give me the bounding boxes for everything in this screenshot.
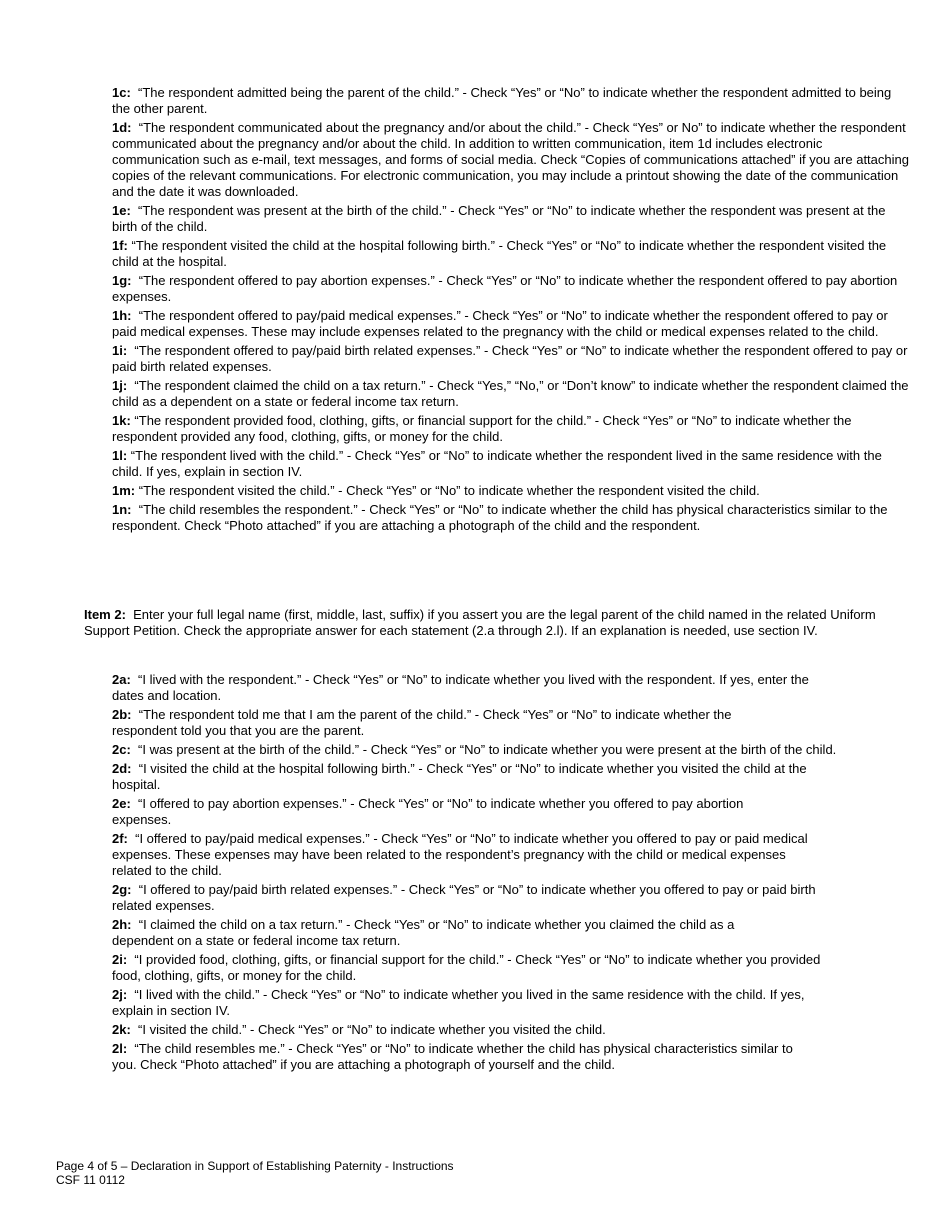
item-label: 2c: bbox=[112, 742, 131, 757]
item-label: 2i: bbox=[112, 952, 128, 967]
item-text: “I lived with the respondent.” - Check “Yes” or “No” to indicate whether you lived with the respondent. If yes, enter the dates and location. bbox=[112, 672, 809, 703]
item-label: 2h: bbox=[112, 917, 132, 932]
instruction-item-2i bbox=[112, 952, 824, 984]
instruction-item-2l bbox=[112, 1041, 802, 1073]
instruction-item-2j bbox=[112, 987, 824, 1019]
item-label: 1n: bbox=[112, 502, 132, 517]
footer-form-code: CSF 11 0112 bbox=[56, 1173, 125, 1187]
item-text: “I offered to pay abortion expenses.” - Check “Yes” or “No” to indicate whether you offered to pay abortion expenses. bbox=[112, 796, 744, 827]
item-label: 1m: bbox=[112, 483, 136, 498]
instruction-item-1c bbox=[112, 85, 912, 117]
instruction-item-2k bbox=[112, 1022, 942, 1038]
item-label: 1d: bbox=[112, 120, 132, 135]
item-text: “The respondent told me that I am the parent of the child.” - Check “Yes” or “No” to indicate whether the respondent told you that you are the parent. bbox=[112, 707, 732, 738]
instruction-item-1n bbox=[112, 502, 912, 534]
item-label: 2b: bbox=[112, 707, 132, 722]
instruction-item-2a bbox=[112, 672, 812, 704]
instruction-item-2e bbox=[112, 796, 802, 828]
item-label: 2d: bbox=[112, 761, 132, 776]
item-label: 1e: bbox=[112, 203, 131, 218]
footer-page-info: Page 4 of 5 – Declaration in Support of Establishing Paternity - Instructions bbox=[56, 1159, 454, 1173]
item-2-text: Enter your full legal name (first, middle, last, suffix) if you assert you are the legal parent of the child named in the related Uniform Support Petition. Check the appropriate answer for each statement (2.a through 2.l). If an explanation is needed, use section IV. bbox=[84, 607, 876, 638]
item-text: “The respondent visited the child.” - Check “Yes” or “No” to indicate whether the respondent visited the child. bbox=[138, 483, 760, 498]
item-text: “The respondent offered to pay abortion expenses.” - Check “Yes” or “No” to indicate whether the respondent offered to pay abortion expenses. bbox=[112, 273, 898, 304]
item-text: “I visited the child.” - Check “Yes” or “No” to indicate whether you visited the child. bbox=[138, 1022, 606, 1037]
item-text: “I lived with the child.” - Check “Yes” or “No” to indicate whether you lived in the same residence with the child. If yes, explain in section IV. bbox=[112, 987, 805, 1018]
item-text: “I visited the child at the hospital following birth.” - Check “Yes” or “No” to indicate whether you visited the child at the hospital. bbox=[112, 761, 807, 792]
instruction-item-1j bbox=[112, 378, 912, 410]
item-text: “The respondent offered to pay/paid birth related expenses.” - Check “Yes” or “No” to indicate whether the respondent offered to pay or paid birth related expenses. bbox=[112, 343, 908, 374]
item-text: “The child resembles the respondent.” - Check “Yes” or “No” to indicate whether the child has physical characteristics similar to the respondent. Check “Photo attached” if you are attaching a photograph of the child and the respondent. bbox=[112, 502, 888, 533]
instruction-item-2d bbox=[112, 761, 827, 793]
instruction-item-1e bbox=[112, 203, 912, 235]
item-label: 2a: bbox=[112, 672, 131, 687]
instruction-item-1l bbox=[112, 448, 912, 480]
item-text: “I was present at the birth of the child.” - Check “Yes” or “No” to indicate whether you were present at the birth of the child. bbox=[138, 742, 837, 757]
item-label: 1g: bbox=[112, 273, 132, 288]
item-label: 1l: bbox=[112, 448, 128, 463]
item-text: “I offered to pay/paid medical expenses.” - Check “Yes” or “No” to indicate whether you offered to pay or paid medical expenses. These expenses may have been related to the respondent’s pregnancy with the child or medical expenses related to the child. bbox=[112, 831, 808, 878]
item-text: “The respondent lived with the child.” - Check “Yes” or “No” to indicate whether the respondent lived in the same residence with the child. If yes, explain in section IV. bbox=[112, 448, 882, 479]
instruction-item-1d bbox=[112, 120, 912, 200]
instruction-item-2h bbox=[112, 917, 792, 949]
item-text: “The respondent was present at the birth of the child.” - Check “Yes” or “No” to indicate whether the respondent was present at the birth of the child. bbox=[112, 203, 886, 234]
item-label: 2l: bbox=[112, 1041, 128, 1056]
instruction-item-1i bbox=[112, 343, 912, 375]
item-text: “I offered to pay/paid birth related expenses.” - Check “Yes” or “No” to indicate whether you offered to pay or paid birth related expenses. bbox=[112, 882, 816, 913]
instruction-item-1k bbox=[112, 413, 912, 445]
instruction-item-1f bbox=[112, 238, 912, 270]
item-text: “The respondent communicated about the pregnancy and/or about the child.” - Check “Yes” or No” to indicate whether the respondent communicated about the pregnancy and/or about the child. In addition to written communication, item 1d includes electronic communication such as e-mail, text messages, and forms of social media. Check “Copies of communications attached” if you are attaching copies of the relevant communications. For electronic communication, you may include a printout showing the date of the communication and the date it was downloaded. bbox=[112, 120, 909, 199]
item-2-paragraph bbox=[84, 607, 904, 639]
item-2-label: Item 2: bbox=[84, 607, 126, 622]
item-2-instructions bbox=[84, 607, 904, 642]
instruction-item-1h bbox=[112, 308, 912, 340]
item-label: 1h: bbox=[112, 308, 132, 323]
instruction-item-1m bbox=[112, 483, 912, 499]
section-2-instructions bbox=[112, 672, 942, 1076]
item-text: “I claimed the child on a tax return.” - Check “Yes” or “No” to indicate whether you claimed the child as a dependent on a state or federal income tax return. bbox=[112, 917, 735, 948]
section-1-instructions bbox=[112, 85, 912, 537]
instruction-item-1g bbox=[112, 273, 912, 305]
instruction-item-2c bbox=[112, 742, 942, 758]
item-label: 1j: bbox=[112, 378, 128, 393]
item-text: “The respondent offered to pay/paid medical expenses.” - Check “Yes” or “No” to indicate whether the respondent offered to pay or paid medical expenses. These may include expenses related to the pregnancy with the child or medical expenses related to the child. bbox=[112, 308, 888, 339]
item-label: 2k: bbox=[112, 1022, 131, 1037]
item-label: 2g: bbox=[112, 882, 132, 897]
item-label: 2e: bbox=[112, 796, 131, 811]
page-footer bbox=[56, 1159, 454, 1187]
item-text: “The respondent admitted being the parent of the child.” - Check “Yes” or “No” to indicate whether the respondent admitted to being the other parent. bbox=[112, 85, 892, 116]
item-label: 1f: bbox=[112, 238, 128, 253]
item-label: 1c: bbox=[112, 85, 131, 100]
item-label: 1i: bbox=[112, 343, 128, 358]
instruction-item-2f bbox=[112, 831, 817, 879]
item-label: 2j: bbox=[112, 987, 128, 1002]
item-label: 1k: bbox=[112, 413, 131, 428]
item-text: “The respondent provided food, clothing, gifts, or financial support for the child.” - Check “Yes” or “No” to indicate whether the respondent provided any food, clothing, gifts, or money for the child. bbox=[112, 413, 852, 444]
instruction-item-2b bbox=[112, 707, 792, 739]
item-text: “The respondent claimed the child on a tax return.” - Check “Yes,” “No,” or “Don’t know” to indicate whether the respondent claimed the child as a dependent on a state or federal income tax return. bbox=[112, 378, 909, 409]
item-text: “The child resembles me.” - Check “Yes” or “No” to indicate whether the child has physical characteristics similar to you. Check “Photo attached” if you are attaching a photograph of yourself and the child. bbox=[112, 1041, 793, 1072]
item-label: 2f: bbox=[112, 831, 128, 846]
instruction-item-2g bbox=[112, 882, 817, 914]
item-text: “I provided food, clothing, gifts, or financial support for the child.” - Check “Yes” or “No” to indicate whether you provided food, clothing, gifts, or money for the child. bbox=[112, 952, 821, 983]
item-text: “The respondent visited the child at the hospital following birth.” - Check “Yes” or “No” to indicate whether the respondent visited the child at the hospital. bbox=[112, 238, 887, 269]
